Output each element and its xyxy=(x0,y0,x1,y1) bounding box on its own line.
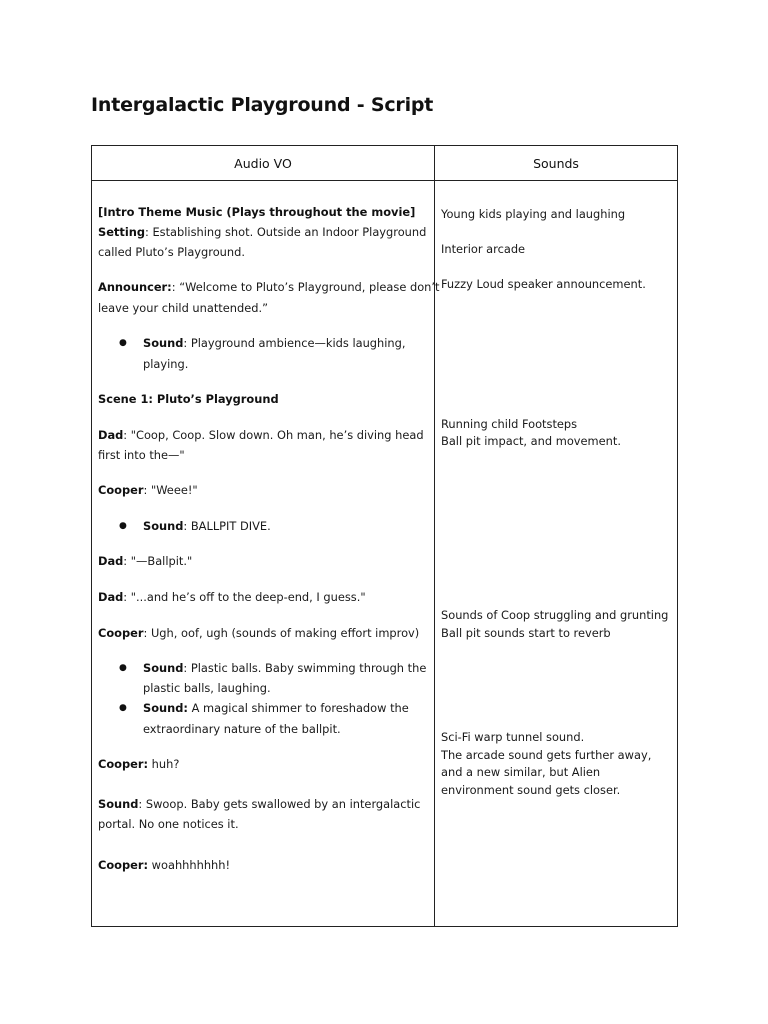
sound-bullet-3-line-1: Sound: Plastic balls. Baby swimming through the xyxy=(143,661,427,675)
dad-line-1b: first into the—" xyxy=(98,448,185,462)
table-header-row xyxy=(92,146,678,181)
scene-heading: Scene 1: Pluto’s Playground xyxy=(98,392,279,406)
sound-cue: Interior arcade xyxy=(441,242,526,256)
sound-bullet-1-line-1: Sound: Playground ambience—kids laughing, xyxy=(143,336,406,350)
sound-cue: Running child Footsteps xyxy=(441,417,578,431)
announcer-line-2: leave your child unattended.” xyxy=(98,301,268,315)
sound-cue: Fuzzy Loud speaker announcement. xyxy=(441,277,646,291)
intro-line: [Intro Theme Music (Plays throughout the movie] xyxy=(98,205,416,219)
cooper-line-1: Cooper: "Weee!" xyxy=(98,483,198,497)
page-title: Intergalactic Playground - Script xyxy=(91,94,434,116)
sound-cue: Ball pit impact, and movement. xyxy=(441,434,621,448)
cooper-line-4: Cooper: woahhhhhhh! xyxy=(98,858,231,872)
sound-line-5a: Sound: Swoop. Baby gets swallowed by an intergalactic xyxy=(98,797,421,811)
sound-bullet-2: Sound: BALLPIT DIVE. xyxy=(143,519,271,533)
sound-cue: Ball pit sounds start to reverb xyxy=(441,626,611,640)
audio-vo-cell xyxy=(92,181,440,927)
sound-bullet-4-line-1: Sound: A magical shimmer to foreshadow the xyxy=(143,701,409,715)
column-header-sounds: Sounds xyxy=(435,146,678,181)
bullet-dot: ● xyxy=(119,521,127,531)
setting-line-2: called Pluto’s Playground. xyxy=(98,245,245,259)
script-table xyxy=(91,145,678,927)
sound-bullet-3-line-2: plastic balls, laughing. xyxy=(143,681,271,695)
sound-cue: and a new similar, but Alien xyxy=(441,765,601,779)
sound-cue: Young kids playing and laughing xyxy=(441,207,626,221)
bullet-dot: ● xyxy=(119,338,127,348)
sound-bullet-1-line-2: playing. xyxy=(143,357,189,371)
column-header-audio-vo: Audio VO xyxy=(92,146,435,181)
sound-cue: Sci-Fi warp tunnel sound. xyxy=(441,730,585,744)
bullet-dot: ● xyxy=(119,703,127,713)
sounds-cell xyxy=(435,181,678,927)
cooper-line-2: Cooper: Ugh, oof, ugh (sounds of making effort improv) xyxy=(98,626,420,640)
sound-cue: environment sound gets closer. xyxy=(441,783,621,797)
setting-line-1: Setting: Establishing shot. Outside an Indoor Playground xyxy=(98,225,427,239)
sound-cue: The arcade sound gets further away, xyxy=(441,748,652,762)
sound-line-5b: portal. No one notices it. xyxy=(98,817,239,831)
dad-line-1a: Dad: "Coop, Coop. Slow down. Oh man, he’s diving head xyxy=(98,428,424,442)
sound-bullet-4-line-2: extraordinary nature of the ballpit. xyxy=(143,722,341,736)
table-body-row xyxy=(92,181,678,927)
dad-line-2: Dad: "—Ballpit." xyxy=(98,554,193,568)
bullet-dot: ● xyxy=(119,663,127,673)
cooper-line-3: Cooper: huh? xyxy=(98,757,180,771)
sound-cue: Sounds of Coop struggling and grunting xyxy=(441,608,669,622)
dad-line-3: Dad: "...and he’s off to the deep-end, I guess." xyxy=(98,590,366,604)
announcer-line-1: Announcer:: “Welcome to Pluto’s Playground, please don’t xyxy=(98,280,440,294)
